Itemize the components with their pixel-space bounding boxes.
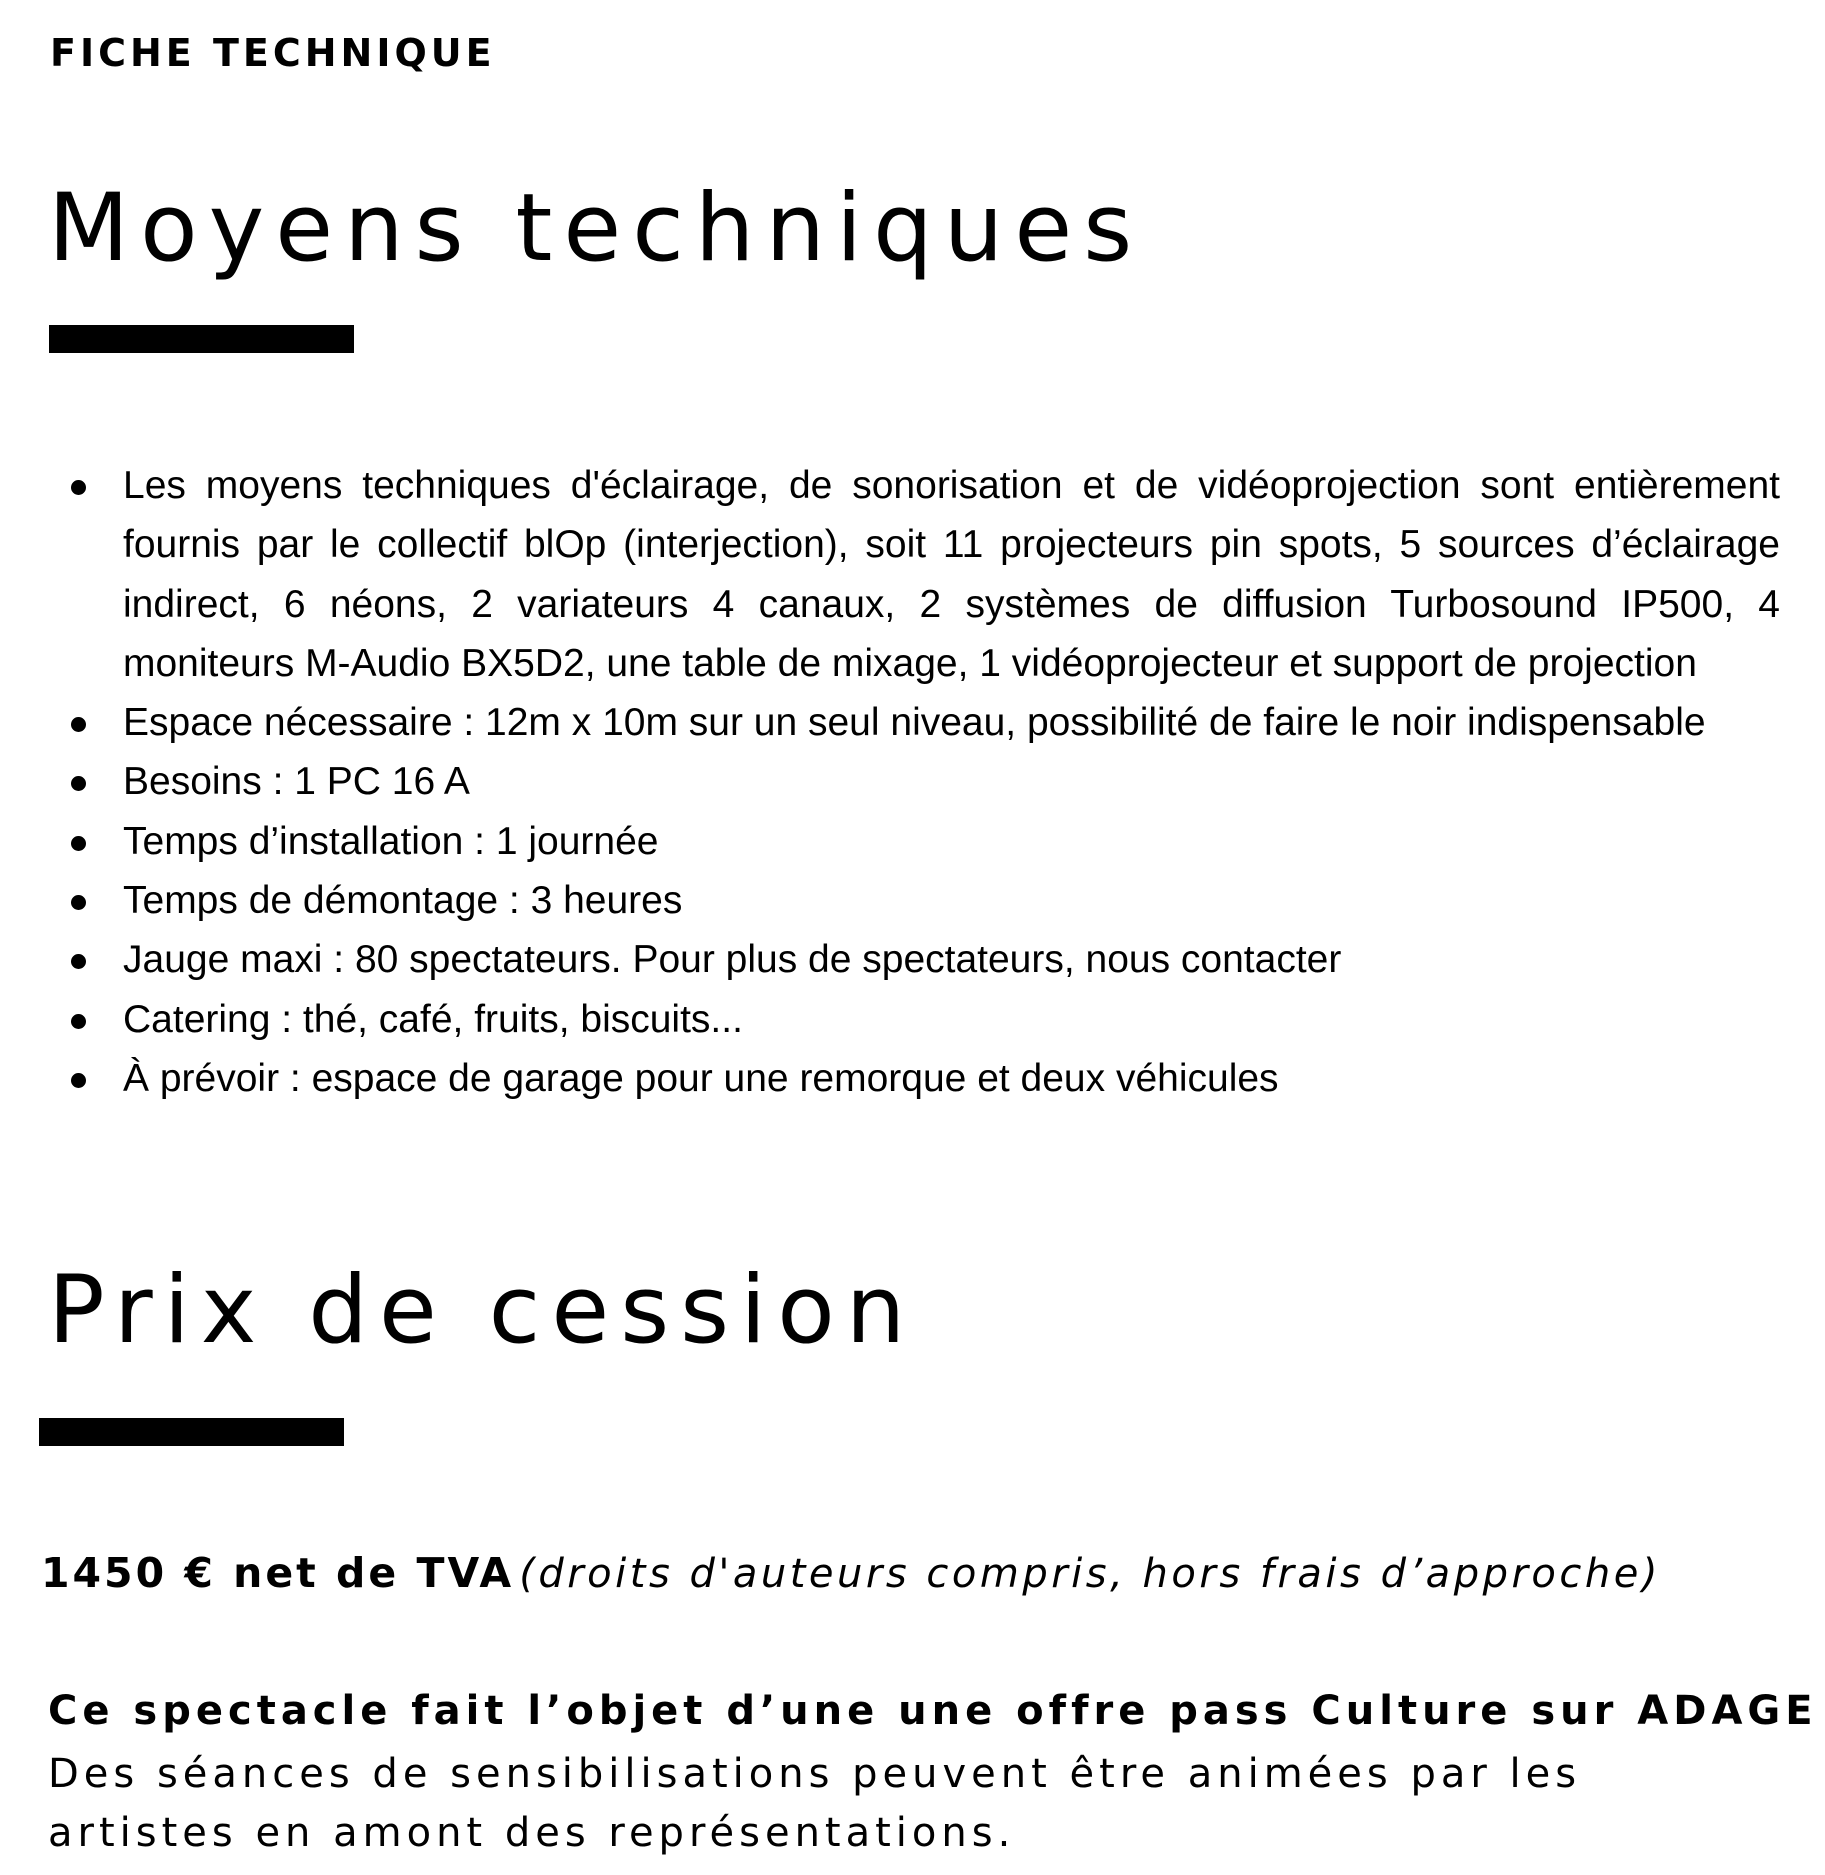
list-item	[0, 456, 1780, 693]
bullet-icon	[71, 836, 86, 851]
list-item-text: Temps d’installation : 1 journée	[123, 819, 659, 863]
bullet-icon	[71, 1073, 86, 1088]
pass-culture-title: Ce spectacle fait l’objet d’une une offre pass Culture sur ADAGE	[48, 1688, 1818, 1734]
price-note: (droits d'auteurs compris, hors frais d’approche)	[519, 1551, 1661, 1597]
list-item-text: Jauge maxi : 80 spectateurs. Pour plus de spectateurs, nous contacter	[123, 938, 1342, 982]
document-kicker: FICHE TECHNIQUE	[50, 31, 496, 75]
bullet-icon	[71, 1014, 86, 1029]
bullet-icon	[71, 895, 86, 910]
bullet-icon	[71, 717, 86, 732]
list-item	[0, 990, 1780, 1049]
section-title-pricing: Prix de cession	[48, 1256, 917, 1365]
pass-culture-description: Des séances de sensibilisations peuvent être animées par les artistes en amont des représentations.	[48, 1751, 1582, 1856]
bullet-icon	[71, 480, 86, 495]
bullet-icon	[71, 954, 86, 969]
section-title-technical: Moyens techniques	[48, 174, 1144, 283]
list-item-text: Besoins : 1 PC 16 A	[123, 760, 470, 804]
list-item	[0, 812, 1780, 871]
bullet-icon	[71, 776, 86, 791]
list-item-text: Catering : thé, café, fruits, biscuits...	[123, 997, 743, 1041]
section-divider	[49, 325, 354, 353]
list-item	[0, 1049, 1780, 1108]
list-item-text: Les moyens techniques d'éclairage, de sonorisation et de vidéoprojection sont entièrement fournis par le collectif blOp (interjection), soit 11 projecteurs pin spots, 5 sources d’éclairage indirect, 6 néons, 2 variateurs 4 canaux, 2 systèmes de diffusion Turbosound IP500, 4 moniteurs M-Audio BX5D2, une table de mixage, 1 vidéoprojecteur et support de projection	[123, 464, 1780, 685]
section-divider	[39, 1418, 344, 1446]
list-item-text: Temps de démontage : 3 heures	[123, 879, 683, 923]
price-line	[41, 1549, 1661, 1597]
list-item	[0, 930, 1780, 989]
price-amount: 1450 € net de TVA	[41, 1549, 515, 1597]
technical-list	[0, 456, 1780, 1108]
list-item	[0, 752, 1780, 811]
list-item	[0, 693, 1780, 752]
list-item	[0, 871, 1780, 930]
list-item-text: Espace nécessaire : 12m x 10m sur un seul niveau, possibilité de faire le noir indispensable	[123, 701, 1706, 745]
list-item-text: À prévoir : espace de garage pour une remorque et deux véhicules	[123, 1056, 1279, 1100]
